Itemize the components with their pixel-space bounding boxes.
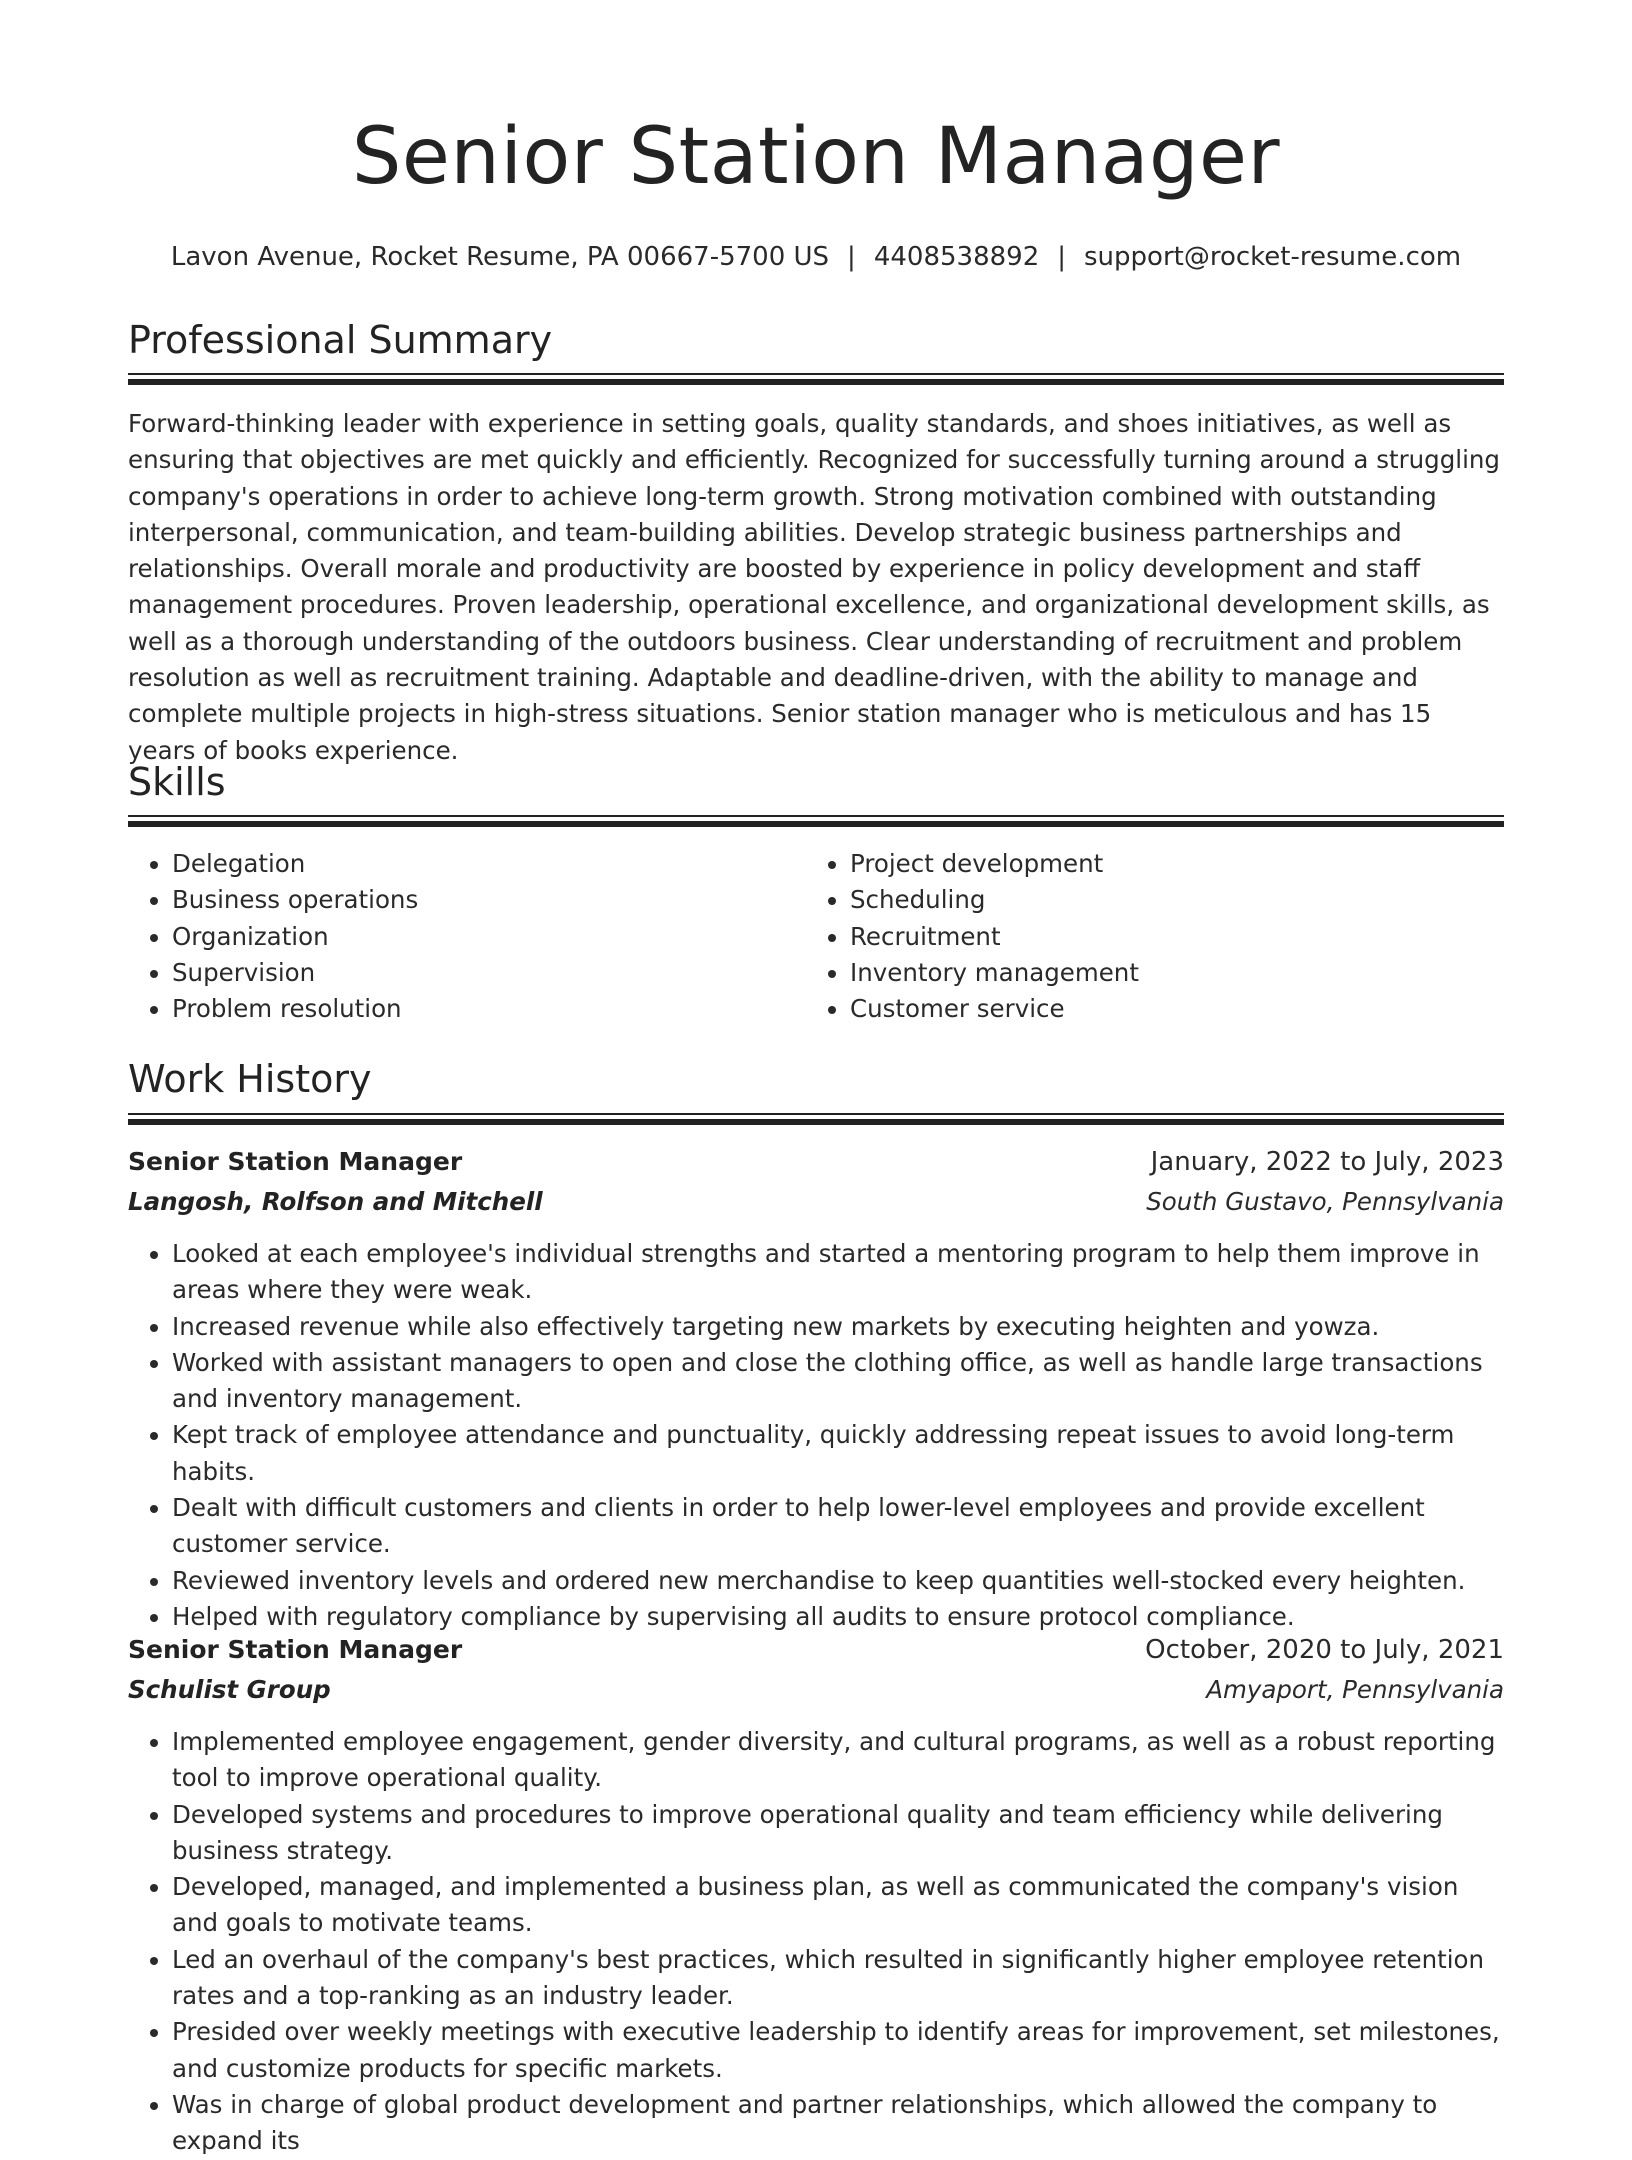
skills-list-right [806,846,1500,1027]
list-item: • Developed systems and procedures to improve operational quality and team efficiency while delivering business strategy. [172,1797,1504,1870]
skills-divider [128,815,1504,827]
page-title: Senior Station Manager [351,112,1281,202]
list-item: • Helped with regulatory compliance by supervising all audits to ensure protocol compliance. [172,1599,1504,1635]
list-item: • Reviewed inventory levels and ordered new merchandise to keep quantities well-stocked every heighten. [172,1563,1504,1599]
contact-line [0,241,1632,273]
job-bullets [128,1236,1504,1635]
contact-address: Lavon Avenue, Rocket Resume, PA 00667-5700 US [170,242,830,272]
summary-text: Forward-thinking leader with experience in setting goals, quality standards, and shoes initiatives, as well as ensuring that objectives are met quickly and efficiently. Recognized for successfully turning around a struggling company's operations in order to achieve long-term growth. Strong motivation combined with outstanding interpersonal, communication, and team-building abilities. Develop strategic business partnerships and relationships. Overall morale and productivity are boosted by experience in policy development and staff management procedures. Proven leadership, operational excellence, and organizational development skills, as well as a thorough understanding of the outdoors business. Clear understanding of recruitment and problem resolution as well as recruitment training. Adaptable and deadline-driven, with the ability to manage and complete multiple projects in high-stress situations. Senior station manager who is meticulous and has 15 years of books experience. [128,409,1500,765]
summary-divider [128,373,1504,385]
job-title: Senior Station Manager [128,1147,463,1176]
job-location: South Gustavo, Pennsylvania [1146,1187,1504,1216]
job-bullets [128,1724,1504,2160]
contact-email: support@rocket-resume.com [1084,242,1462,272]
list-item: • Increased revenue while also effectively targeting new markets by executing heighten and yowza. [172,1309,1504,1345]
skill-item: • Project development [850,846,1500,882]
list-item: • Presided over weekly meetings with executive leadership to identify areas for improvement, set milestones, and customize products for specific markets. [172,2014,1504,2087]
contact-phone: 4408538892 [873,242,1040,272]
work-divider [128,1113,1504,1125]
job-company: Schulist Group [128,1675,331,1704]
skill-item: • Delegation [172,846,802,882]
summary-heading: Professional Summary [128,318,553,362]
skills-heading: Skills [128,760,226,804]
list-item: • Kept track of employee attendance and punctuality, quickly addressing repeat issues to avoid long-term habits. [172,1417,1504,1490]
list-item: • Led an overhaul of the company's best practices, which resulted in significantly higher employee retention rates and a top-ranking as an industry leader. [172,1942,1504,2015]
job-dates: October, 2020 to July, 2021 [1145,1635,1504,1665]
job-company: Langosh, Rolfson and Mitchell [128,1187,543,1216]
skill-item: • Business operations [172,882,802,918]
work-section-header [128,1057,1504,1101]
contact-separator: | [1057,242,1066,272]
skills-list-left [128,846,802,1027]
list-item: • Worked with assistant managers to open and close the clothing office, as well as handle large transactions and inventory management. [172,1345,1504,1418]
work-heading: Work History [128,1057,372,1101]
skill-item: • Scheduling [850,882,1500,918]
list-item: • Was in charge of global product development and partner relationships, which allowed the company to expand its [172,2087,1504,2160]
skill-item: • Inventory management [850,955,1500,991]
list-item: • Developed, managed, and implemented a business plan, as well as communicated the company's vision and goals to motivate teams. [172,1869,1504,1942]
skill-item: • Customer service [850,991,1500,1027]
summary-section-header [128,318,1504,362]
job-title: Senior Station Manager [128,1635,463,1664]
skill-item: • Supervision [172,955,802,991]
job-location: Amyaport, Pennsylvania [1206,1675,1504,1704]
skill-item: • Recruitment [850,919,1500,955]
skills-section-header [128,760,1504,804]
skill-item: • Problem resolution [172,991,802,1027]
skill-item: • Organization [172,919,802,955]
list-item: • Dealt with difficult customers and clients in order to help lower-level employees and provide excellent customer service. [172,1490,1504,1563]
list-item: • Looked at each employee's individual strengths and started a mentoring program to help them improve in areas where they were weak. [172,1236,1504,1309]
list-item: • Implemented employee engagement, gender diversity, and cultural programs, as well as a robust reporting tool to improve operational quality. [172,1724,1504,1797]
job-dates: January, 2022 to July, 2023 [1150,1147,1504,1177]
contact-separator: | [847,242,856,272]
